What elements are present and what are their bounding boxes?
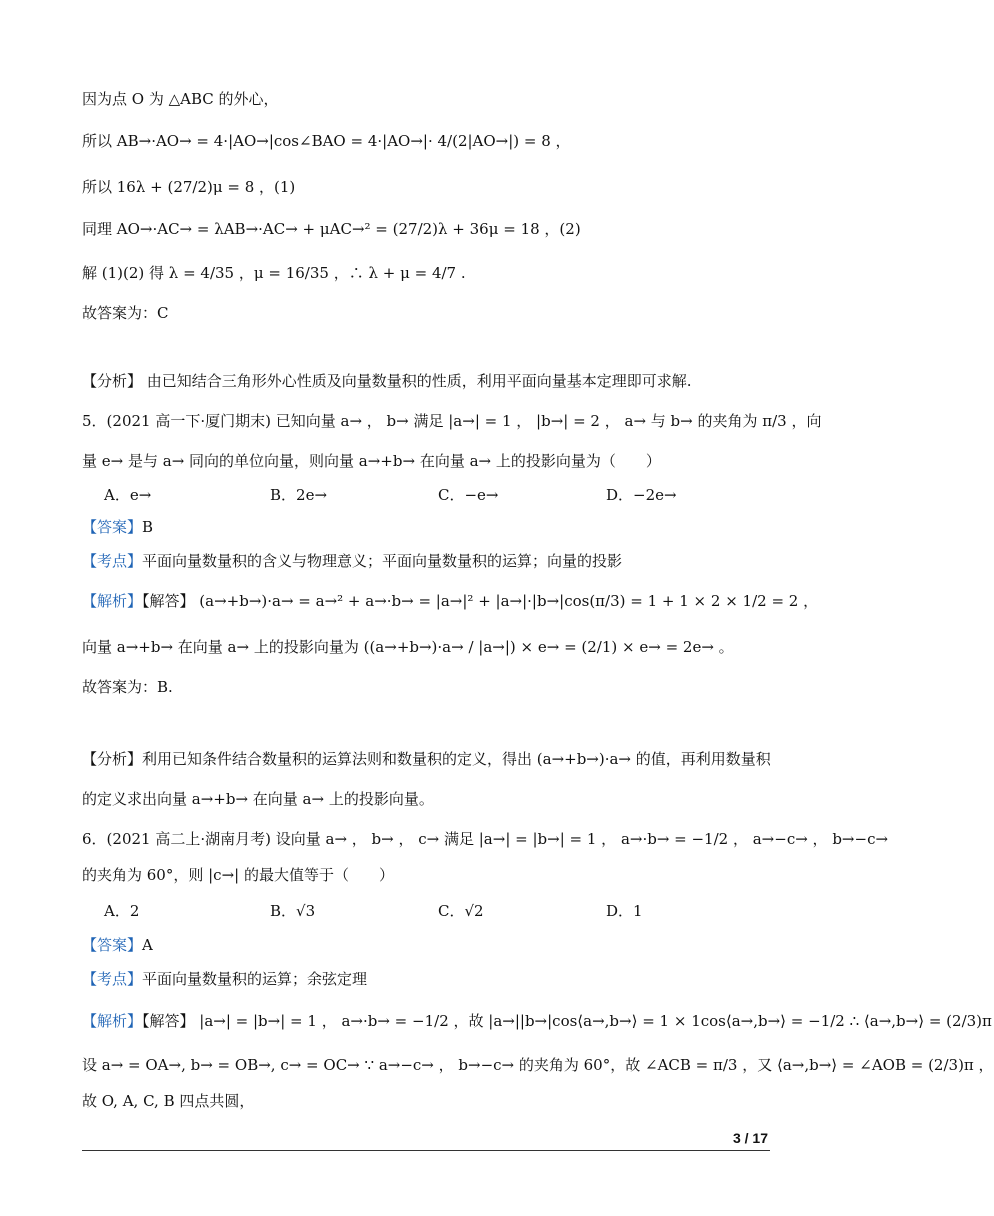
text-line: 同理 AO→·AC→ = λAB→·AC→ + μAC→² = (27/2)λ + 36μ = 18 ，(2): [82, 220, 581, 238]
text-line: 解 (1)(2) 得 λ = 4/35 ，μ = 16/35 ，∴ λ + μ = 4/7 .: [82, 264, 466, 282]
option-a: A．2: [104, 902, 140, 920]
point-line: [82, 550, 780, 572]
point-text: 平面向量数量积的运算；余弦定理: [142, 970, 368, 988]
footer-rule: [82, 1150, 770, 1151]
question-6-stem: 6．(2021 高二上·湖南月考) 设向量 a→ ， b→ ， c→ 满足 |a→| = |b→| = 1 ， a→·b→ = −1/2 ， a→−c→ ， b→−c→: [82, 830, 889, 848]
answer-line: [82, 934, 780, 956]
solution-line: 故答案为：B.: [82, 678, 173, 696]
solution-line: 设 a→ = OA→, b→ = OB→, c→ = OC→ ∵ a→−c→ ， b→−c→ 的夹角为 60°，故 ∠ACB = π/3 ，又 ⟨a→,b→⟩ = ∠AOB = (2/3)π ，: [82, 1056, 994, 1074]
question-5-stem: 量 e→ 是与 a→ 同向的单位向量，则向量 a→+b→ 在向量 a→ 上的投影向量为（ ）: [82, 452, 661, 470]
solution-tag: 【解析】: [82, 1012, 143, 1030]
solution-text: 【解答】 |a→| = |b→| = 1 ， a→·b→ = −1/2 ，故 |a→||b→|cos⟨a→,b→⟩ = 1 × 1cos⟨a→,b→⟩ = −1/2 ∴ ⟨a→,b→⟩ = (2/3)π: [142, 1012, 992, 1030]
option-b: B．√3: [270, 902, 316, 920]
question-6-stem: 的夹角为 60°，则 |c→| 的最大值等于（ ）: [82, 866, 394, 884]
solution-line: [82, 590, 819, 612]
solution-line: [82, 1010, 992, 1032]
analysis-line: 【分析】 由已知结合三角形外心性质及向量数量积的性质，利用平面向量基本定理即可求解.: [82, 372, 692, 390]
answer-line: [82, 516, 780, 538]
option-a: A．e→: [104, 486, 152, 504]
solution-tag: 【解析】: [82, 592, 143, 610]
text-line: 所以 AB→·AO→ = 4·|AO→|cos∠BAO = 4·|AO→|· 4/(2|AO→|) = 8 ，: [82, 132, 571, 150]
point-text: 平面向量数量积的含义与物理意义；平面向量数量积的运算；向量的投影: [142, 552, 623, 570]
option-d: D．1: [606, 902, 643, 920]
answer-value: A: [142, 936, 153, 954]
solution-line: 向量 a→+b→ 在向量 a→ 上的投影向量为 ((a→+b→)·a→ / |a→|) × e→ = (2/1) × e→ = 2e→ 。: [82, 638, 734, 656]
answer-value: B: [142, 518, 154, 536]
answer-tag: 【答案】: [82, 936, 143, 954]
solution-line: 故 O, A, C, B 四点共圆，: [82, 1092, 255, 1110]
option-c: C．√2: [438, 902, 484, 920]
analysis-line: 的定义求出向量 a→+b→ 在向量 a→ 上的投影向量。: [82, 790, 434, 808]
point-tag: 【考点】: [82, 552, 143, 570]
point-tag: 【考点】: [82, 970, 143, 988]
option-b: B．2e→: [270, 486, 328, 504]
point-line: [82, 968, 780, 990]
option-d: D．−2e→: [606, 486, 677, 504]
analysis-line: 【分析】利用已知条件结合数量积的运算法则和数量积的定义，得出 (a→+b→)·a→ 的值，再利用数量积: [82, 750, 771, 768]
text-line: 所以 16λ + (27/2)μ = 8 ，(1): [82, 178, 296, 196]
page-number: 3 / 17: [732, 1130, 768, 1146]
option-c: C．−e→: [438, 486, 499, 504]
text-line: 因为点 O 为 △ABC 的外心，: [82, 90, 279, 108]
answer-tag: 【答案】: [82, 518, 143, 536]
question-5-stem: 5．(2021 高一下·厦门期末) 已知向量 a→ ， b→ 满足 |a→| = 1 ， |b→| = 2 ， a→ 与 b→ 的夹角为 π/3 ，向: [82, 412, 822, 430]
text-line: 故答案为：C: [82, 304, 169, 322]
solution-text: 【解答】 (a→+b→)·a→ = a→² + a→·b→ = |a→|² + |a→|·|b→|cos(π/3) = 1 + 1 × 2 × 1/2 = 2 ，: [142, 592, 819, 610]
